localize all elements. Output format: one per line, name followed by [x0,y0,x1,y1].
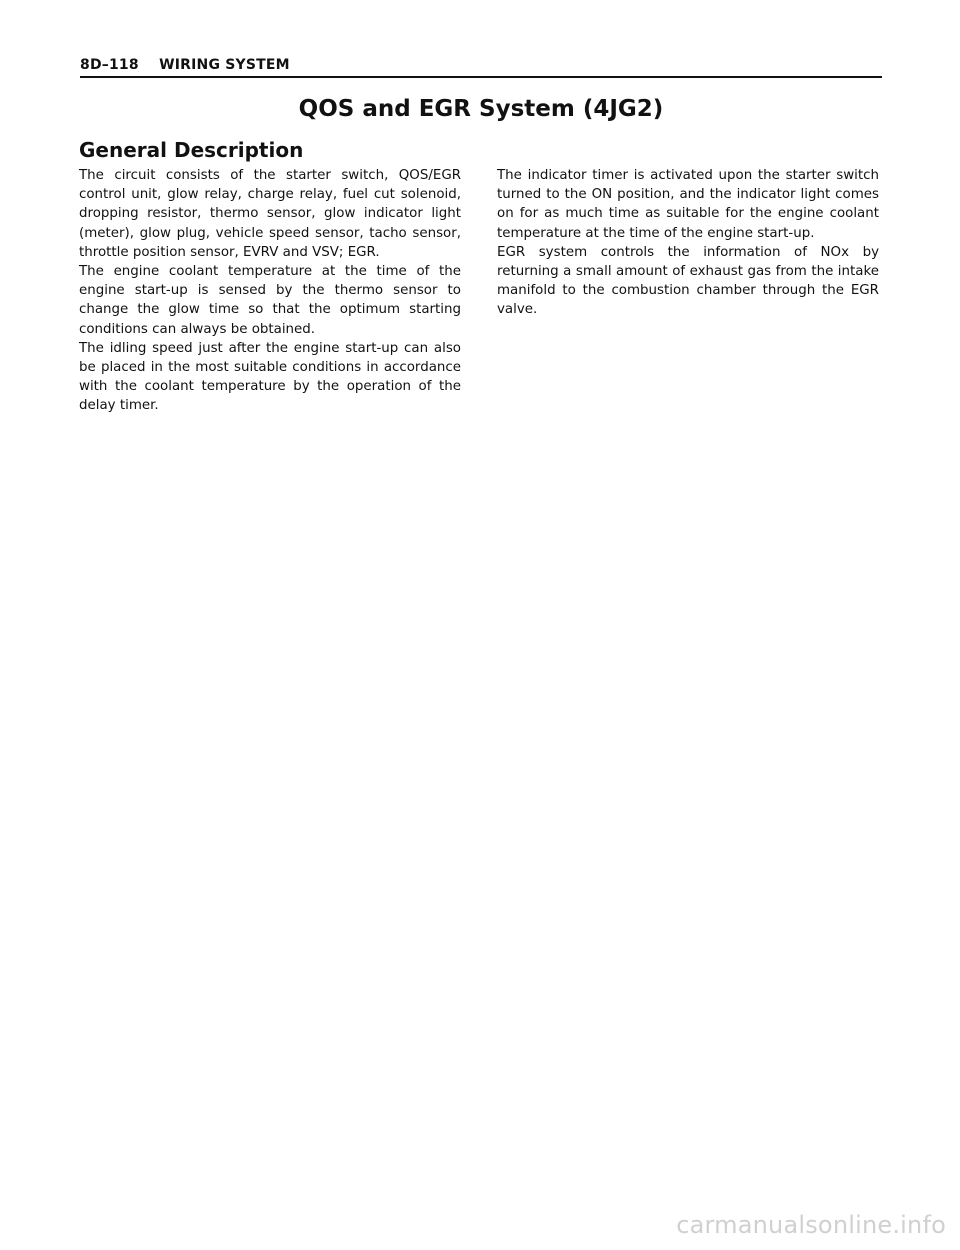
left-column [79,166,461,416]
watermark: carmanualsonline.info [676,1211,946,1239]
page-header-label [80,56,290,74]
section-code: 8D–118 [80,57,139,73]
page-header [80,56,882,78]
section-name: WIRING SYSTEM [159,57,290,73]
paragraph: The circuit consists of the starter switch, QOS/EGR control unit, glow relay, charge relay, fuel cut solenoid, dropping resistor, thermo sensor, glow indicator light (meter), glow plug, vehicle speed sensor, tacho sensor, throttle position sensor, EVRV and VSV; EGR. [79,168,461,260]
paragraph: The indicator timer is activated upon the starter switch turned to the ON position, and the indicator light comes on for as much time as suitable for the engine coolant temperature at the time of the engine start-up. [497,168,879,241]
section-heading: General Description [79,138,304,162]
paragraph: The engine coolant temperature at the time of the engine start-up is sensed by the thermo sensor to change the glow time so that the optimum starting conditions can always be obtained. [79,264,461,337]
right-column [497,166,879,320]
page-title: QOS and EGR System (4JG2) [298,96,664,122]
paragraph: EGR system controls the information of NOx by returning a small amount of exhaust gas from the intake manifold to the combustion chamber through the EGR valve. [497,244,879,318]
paragraph: The idling speed just after the engine start-up can also be placed in the most suitable conditions in accordance with the coolant temperature by the operation of the delay timer. [79,340,461,414]
